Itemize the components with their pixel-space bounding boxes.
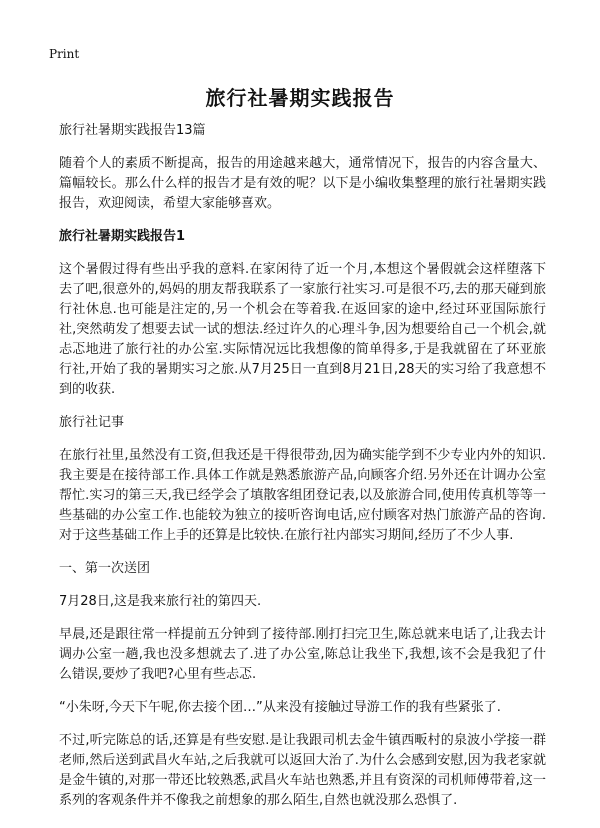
heading-first-tour: 一、第一次送团 xyxy=(59,561,151,576)
paragraph-5: “小朱呀,今天下午呢,你去接个团…”从来没有接触过导游工作的我有些紧张了. xyxy=(59,700,501,715)
document-body xyxy=(59,121,546,824)
heading-journal: 旅行社记事 xyxy=(59,415,125,430)
paragraph-2: 在旅行社里,虽然没有工资,但我还是干得很带劲,因为确实能学到不少专业内外的知识.我主要是在接待部工作.具体工作就是熟悉旅游产品,向顾客介绍.另外还在计调办公室帮忙.实习的第三天,我已经学会了填散客组团登记表,以及旅游合同,使用传真机等等一些基础的办公室工作.也能较为独立的接听咨询电话,应付顾客对热门旅游产品的咨询.对于这些基础工作上手的还算是比较快.在旅行社内部实习期间,经历了不少人事. xyxy=(59,448,546,543)
document-subtitle: 旅行社暑期实践报告13篇 xyxy=(59,123,206,138)
intro-paragraph: 随着个人的素质不断提高，报告的用途越来越大，通常情况下，报告的内容含量大、篇幅较长。那么什么样的报告才是有效的呢？以下是小编收集整理的旅行社暑期实践报告，欢迎阅读，希望大家能够喜欢。 xyxy=(59,156,546,211)
paragraph-6: 不过,听完陈总的话,还算是有些安慰.是让我跟司机去金牛镇西畈村的泉波小学接一群老师,然后送到武昌火车站,之后我就可以返回大治了.为什么会感到安慰,因为我老家就是金牛镇的,对那一带还比较熟悉,武昌火车站也熟悉,并且有资深的司机师傅带着,这一系列的客观条件并不像我之前想象的那么陌生,自然也就没那么恐惧了. xyxy=(59,733,546,808)
paragraph-1: 这个暑假过得有些出乎我的意料.在家闲待了近一个月,本想这个暑假就会这样堕落下去了吧,很意外的,妈妈的朋友帮我联系了一家旅行社实习.可是很不巧,去的那天碰到旅行社休息.也可能是注定的,另一个机会在等着我.在返回家的途中,经过环亚国际旅行社,突然萌发了想要去试一试的想法.经过许久的心理斗争,因为想要给自己一个机会,就忐忑地进了旅行社的办公室.实际情况远比我想像的简单得多,于是我就留在了环亚旅行社,开始了我的暑期实习之旅.从7月25日一直到8月21日,28天的实习给了我意想不到的收获. xyxy=(59,262,546,397)
section-heading-report-1: 旅行社暑期实践报告1 xyxy=(59,229,186,244)
print-link[interactable]: Print xyxy=(49,47,80,61)
page-title: 旅行社暑期实践报告 xyxy=(205,86,395,110)
paragraph-3: 7月28日,这是我来旅行社的第四天. xyxy=(59,594,262,609)
paragraph-4: 早晨,还是跟往常一样提前五分钟到了接待部.刚打扫完卫生,陈总就来电话了,让我去计调办公室一趟,我也没多想就去了.进了办公室,陈总让我坐下,我想,该不会是我犯了什么错误,要炒了我吧?心里有些忐忑. xyxy=(59,627,546,682)
